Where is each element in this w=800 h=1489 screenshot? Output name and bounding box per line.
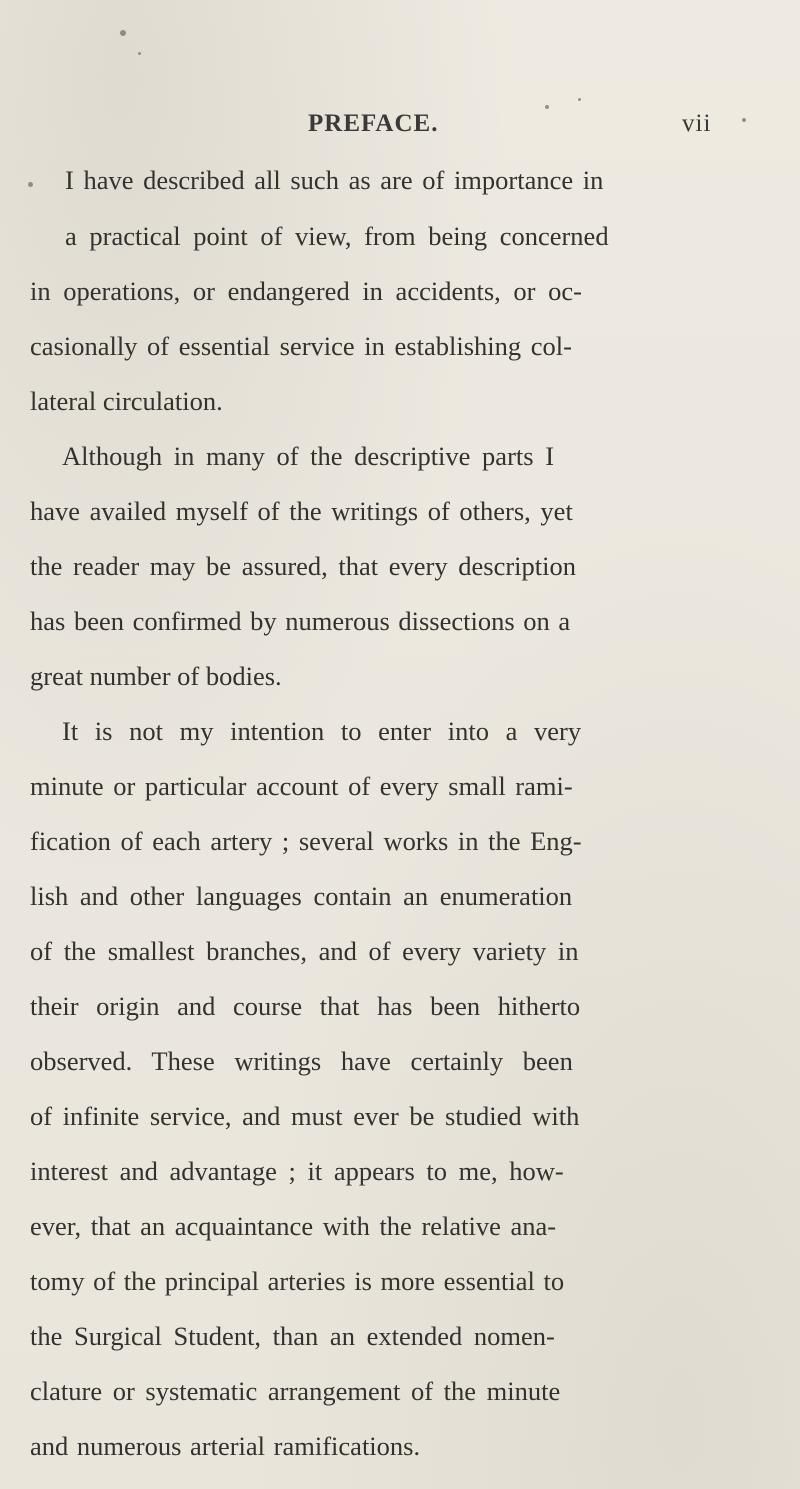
page-number: vii <box>682 110 712 137</box>
text-line: their origin and course that has been hitherto <box>30 991 581 1021</box>
text-line: the reader may be assured, that every description <box>30 551 577 581</box>
paper-speck <box>545 105 549 109</box>
text-line: observed. These writings have certainly been <box>30 1046 573 1076</box>
text-line: and numerous arterial ramifications. <box>30 1431 421 1461</box>
text-line: ever, that an acquaintance with the relative ana- <box>30 1211 557 1241</box>
text-line: clature or systematic arrangement of the minute <box>30 1376 561 1406</box>
text-line: tomy of the principal arteries is more essential to <box>30 1266 565 1296</box>
running-head <box>0 110 800 150</box>
text-line: of infinite service, and must ever be studied with <box>30 1101 580 1131</box>
text-line: Although in many of the descriptive parts I <box>62 441 555 471</box>
text-line: the Surgical Student, than an extended nomen- <box>30 1321 555 1351</box>
text-line: great number of bodies. <box>30 661 282 691</box>
running-head-title: PREFACE. <box>308 110 439 137</box>
text-line: a practical point of view, from being concerned <box>65 221 609 251</box>
text-line: fication of each artery ; several works in the Eng- <box>30 826 582 856</box>
text-line: in operations, or endangered in accidents, or oc- <box>30 276 582 306</box>
text-line: lish and other languages contain an enumeration <box>30 881 573 911</box>
text-line: casionally of essential service in establishing col- <box>30 331 572 361</box>
text-line: I have described all such as are of importance in <box>65 165 604 195</box>
text-line: interest and advantage ; it appears to me, how- <box>30 1156 564 1186</box>
text-line: have availed myself of the writings of others, yet <box>30 496 573 526</box>
text-line: has been confirmed by numerous dissections on a <box>30 606 571 636</box>
text-line: lateral circulation. <box>30 386 223 416</box>
text-line: It is not my intention to enter into a very <box>62 716 582 746</box>
text-line: of the smallest branches, and of every variety in <box>30 936 579 966</box>
paper-speck <box>578 98 581 101</box>
paper-speck <box>138 52 141 55</box>
paper-speck <box>28 182 33 187</box>
text-line: minute or particular account of every small rami- <box>30 771 573 801</box>
paper-speck <box>120 30 126 36</box>
